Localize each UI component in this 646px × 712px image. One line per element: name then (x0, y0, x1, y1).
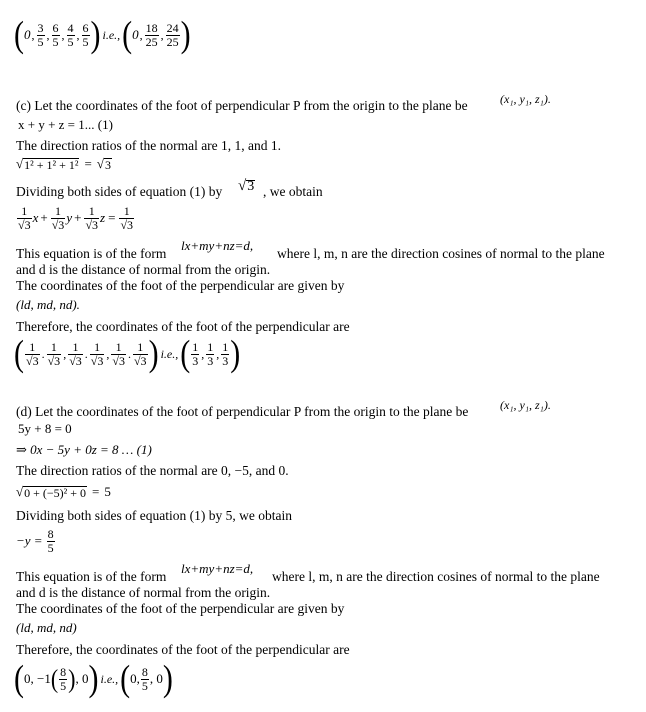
part-d-distance-text: and d is the distance of normal from the origin. (16, 585, 271, 600)
part-c-foot-text: The coordinates of the foot of the perpendicular are given by (16, 278, 345, 293)
part-c-form-text: This equation is of the form (16, 246, 167, 261)
open-paren: ( (14, 13, 24, 55)
part-c-normalized-equation: $\frac{1}{√3}$ x + $\frac{1}{√3}$ y + $\frac{1}{√3}$ z = $\frac{1}{√3}$ (18, 203, 134, 232)
part-d-coord-symbol: (x₁, y₁, z₁). (500, 398, 551, 412)
close-paren: ) (180, 13, 191, 55)
part-d-foot-expr: (ld, md, nd) (16, 620, 77, 635)
fraction: $\frac{4}{5}$ (67, 20, 74, 49)
part-d-therefore-text: Therefore, the coordinates of the foot of the perpendicular are (16, 642, 350, 657)
part-d-divide-text: Dividing both sides of equation (1) by 5, we obtain (16, 508, 292, 523)
part-d-form-eq: lx+my+nz=d, (181, 561, 254, 576)
part-c-form-eq: lx+my+nz=d, (181, 238, 254, 253)
part-d-intro: (d) Let the coordinates of the foot of perpendicular P from the origin to the plane be (16, 404, 469, 419)
part-c-form-tail: where l, m, n are the direction cosines of normal to the plane (277, 246, 605, 261)
part-d-foot-text: The coordinates of the foot of the perpendicular are given by (16, 601, 345, 616)
ie-label: i.e., (160, 346, 179, 361)
part-d-equation2: ⇒ 0x − 5y + 0z = 8 … (1) (16, 442, 152, 457)
part-c-magnitude: √ 1² + 1² + 1² = √ 3 (16, 156, 111, 172)
part-d-equation: 5y + 8 = 0 (18, 421, 72, 436)
fraction: $\frac{18}{25}$ (145, 20, 158, 49)
part-d-magnitude: √ 0 + (−5)² + 0 = 5 (16, 484, 111, 500)
part-d-form-tail: where l, m, n are the direction cosines of normal to the plane (272, 569, 600, 584)
fraction: $\frac{6}{5}$ (82, 20, 89, 49)
part-c-intro: (c) Let the coordinates of the foot of perpendicular P from the origin to the plane be (16, 98, 468, 113)
part-c-divide-text: Dividing both sides of equation (1) by (16, 184, 223, 199)
ie-label: i.e., (102, 27, 121, 42)
close-paren: ) (90, 13, 101, 55)
part-d-result: ( 0, −1 ( $\frac{8}{5}$ ) , 0 ) i.e., ( 0, $\frac{8}{5}$ , 0 ) (14, 657, 173, 699)
sqrt: √ 1² + 1² + 1² (16, 156, 79, 172)
sqrt: √ 3 (96, 156, 111, 172)
sqrt: √ 0 + (−5)² + 0 (16, 484, 87, 500)
part-c-coord-symbol: (x₁, y₁, z₁). (500, 92, 551, 106)
part-c-distance-text: and d is the distance of normal from the origin. (16, 262, 271, 277)
part-c-divide-by: √ 3 (238, 178, 255, 194)
part-c-equation: x + y + z = 1... (1) (18, 117, 113, 132)
part-d-form-text: This equation is of the form (16, 569, 167, 584)
ie-label: i.e., (100, 671, 119, 686)
part-c-divide-tail: , we obtain (263, 184, 323, 199)
part-d-direction-text: The direction ratios of the normal are 0, −5, and 0. (16, 463, 289, 478)
part-c-result: ( $\frac{1}{√3}$ . $\frac{1}{√3}$ , $\frac{1}{√3}$ . $\frac{1}{√3}$ , $\frac{1}{√3}$ . $\frac{1}{√3}$ ) i.e., ( $\frac{1}{3}$ , $\frac{1}{3}$ , $\frac{1}{3}$ ) (14, 332, 241, 374)
top-result-line: ( 0 , $\frac{3}{5}$ , $\frac{6}{5}$ , $\frac{4}{5}$ , $\frac{6}{5}$ ) i.e., ( 0 , $\frac{18}{25}$ , $\frac{24}{25}$ ) (14, 13, 191, 55)
fraction: $\frac{3}{5}$ (37, 20, 44, 49)
part-c-direction-text: The direction ratios of the normal are 1, 1, and 1. (16, 138, 282, 153)
fraction: $\frac{6}{5}$ (52, 20, 59, 49)
fraction: $\frac{24}{25}$ (166, 20, 179, 49)
coord-zero: 0 (24, 27, 31, 42)
part-c-foot-expr: (ld, md, nd). (16, 297, 80, 312)
open-paren: ( (122, 13, 133, 55)
part-c-therefore-text: Therefore, the coordinates of the foot of the perpendicular are (16, 319, 350, 334)
part-d-normalized-equation: −y = $\frac{8}{5}$ (16, 526, 54, 555)
